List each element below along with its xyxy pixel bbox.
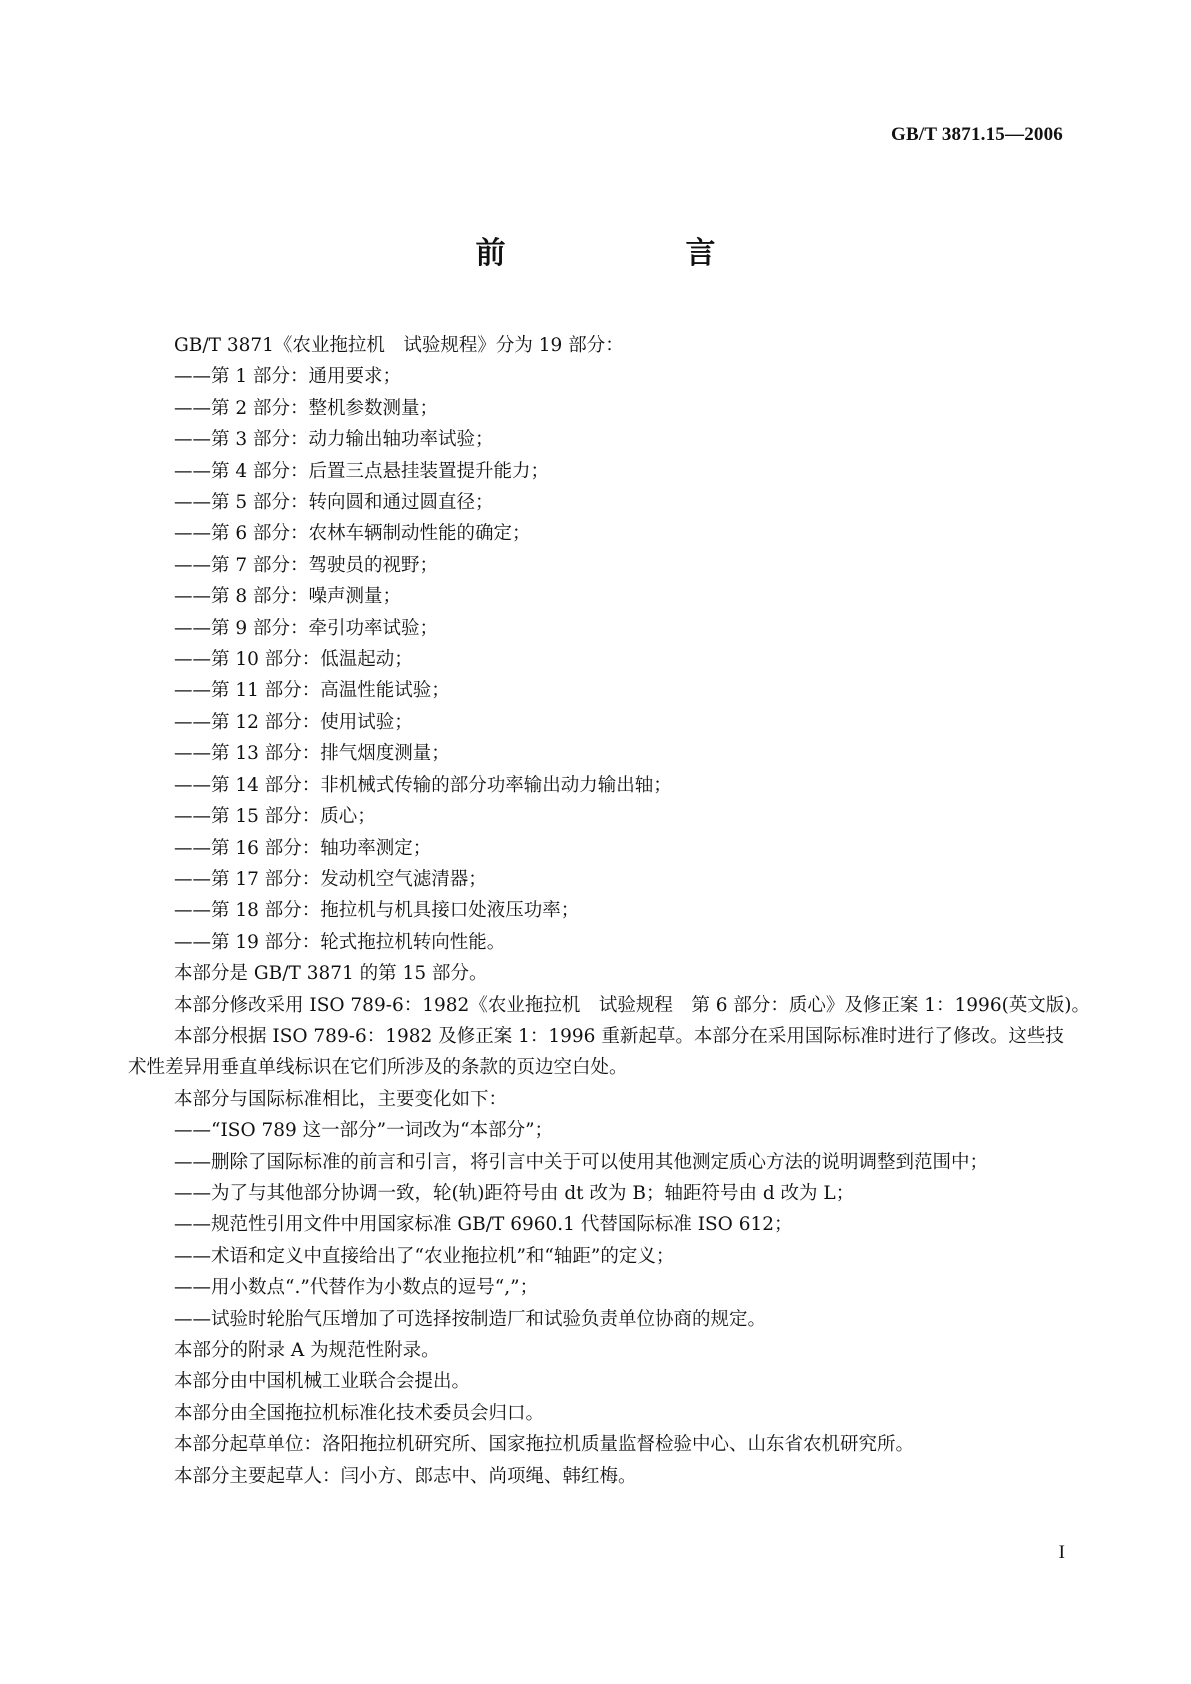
list-item: ——第 11 部分：高温性能试验； <box>174 680 450 702</box>
list-item: ——第 5 部分：转向圆和通过圆直径； <box>174 492 494 514</box>
list-item: ——术语和定义中直接给出了“农业拖拉机”和“轴距”的定义； <box>174 1245 675 1267</box>
changes-list <box>128 1115 1068 1335</box>
managed-by-statement: 本部分由全国拖拉机标准化技术委员会归口。 <box>174 1402 545 1424</box>
parts-list <box>128 361 1068 958</box>
page-number: I <box>1058 1542 1065 1563</box>
standard-code: GB/T 3871.15—2006 <box>891 124 1063 145</box>
list-item: ——删除了国际标准的前言和引言，将引言中关于可以使用其他测定质心方法的说明调整到范围中； <box>174 1151 989 1173</box>
list-item: ——第 3 部分：动力输出轴功率试验； <box>174 429 494 451</box>
list-item: ——用小数点“.”代替作为小数点的逗号“,”； <box>174 1277 539 1299</box>
annex-statement: 本部分的附录 A 为规范性附录。 <box>174 1340 440 1361</box>
list-item: ——第 10 部分：低温起动； <box>174 649 413 671</box>
intro-line: GB/T 3871《农业拖拉机 试验规程》分为 19 部分： <box>174 335 624 356</box>
document-body <box>128 330 1091 1492</box>
part-of-statement: 本部分是 GB/T 3871 的第 15 部分。 <box>174 963 488 985</box>
list-item: ——为了与其他部分协调一致，轮(轨)距符号由 dt 改为 B；轴距符号由 d 改为 L； <box>174 1182 855 1204</box>
list-item: ——规范性引用文件中用国家标准 GB/T 6960.1 代替国际标准 ISO 612； <box>174 1214 793 1236</box>
list-item: ——第 19 部分：轮式拖拉机转向性能。 <box>174 931 506 953</box>
list-item: ——第 12 部分：使用试验； <box>174 711 413 733</box>
list-item: ——第 18 部分：拖拉机与机具接口处液压功率； <box>174 900 580 922</box>
list-item: ——第 4 部分：后置三点悬挂装置提升能力； <box>174 460 550 482</box>
list-item: ——第 9 部分：牵引功率试验； <box>174 617 439 639</box>
list-item: ——第 8 部分：噪声测量； <box>174 586 402 608</box>
list-item: ——第 13 部分：排气烟度测量； <box>174 743 450 765</box>
list-item: ——第 6 部分：农林车辆制动性能的确定； <box>174 523 531 545</box>
list-item: ——第 1 部分：通用要求； <box>174 366 402 388</box>
drafting-units-statement: 本部分起草单位：洛阳拖拉机研究所、国家拖拉机质量监督检验中心、山东省农机研究所。 <box>174 1434 915 1456</box>
list-item: ——第 7 部分：驾驶员的视野； <box>174 554 439 576</box>
adoption-statement: 本部分修改采用 ISO 789-6：1982《农业拖拉机 试验规程 第 6 部分：质心》及修正案 1：1996(英文版)。 <box>174 994 1091 1016</box>
changes-intro: 本部分与国际标准相比，主要变化如下： <box>174 1088 508 1110</box>
drafters-statement: 本部分主要起草人：闫小方、郎志中、尚项绳、韩红梅。 <box>174 1465 637 1487</box>
list-item: ——“ISO 789 这一部分”一词改为“本部分”； <box>174 1120 554 1142</box>
list-item: ——第 15 部分：质心； <box>174 806 376 828</box>
list-item: ——试验时轮胎气压增加了可选择按制造厂和试验负责单位协商的规定。 <box>174 1308 767 1330</box>
list-item: ——第 16 部分：轴功率测定； <box>174 837 432 859</box>
redraft-statement: 本部分根据 ISO 789-6：1982 及修正案 1：1996 重新起草。本部分在采用国际标准时进行了修改。这些技术性差异用垂直单线标识在它们所涉及的条款的页边空白处。 <box>128 1025 1064 1079</box>
list-item: ——第 14 部分：非机械式传输的部分功率输出动力输出轴； <box>174 774 672 796</box>
page-title: 前 言 <box>475 236 756 271</box>
list-item: ——第 17 部分：发动机空气滤清器； <box>174 868 487 890</box>
proposed-by-statement: 本部分由中国机械工业联合会提出。 <box>174 1371 471 1393</box>
list-item: ——第 2 部分：整机参数测量； <box>174 397 439 419</box>
